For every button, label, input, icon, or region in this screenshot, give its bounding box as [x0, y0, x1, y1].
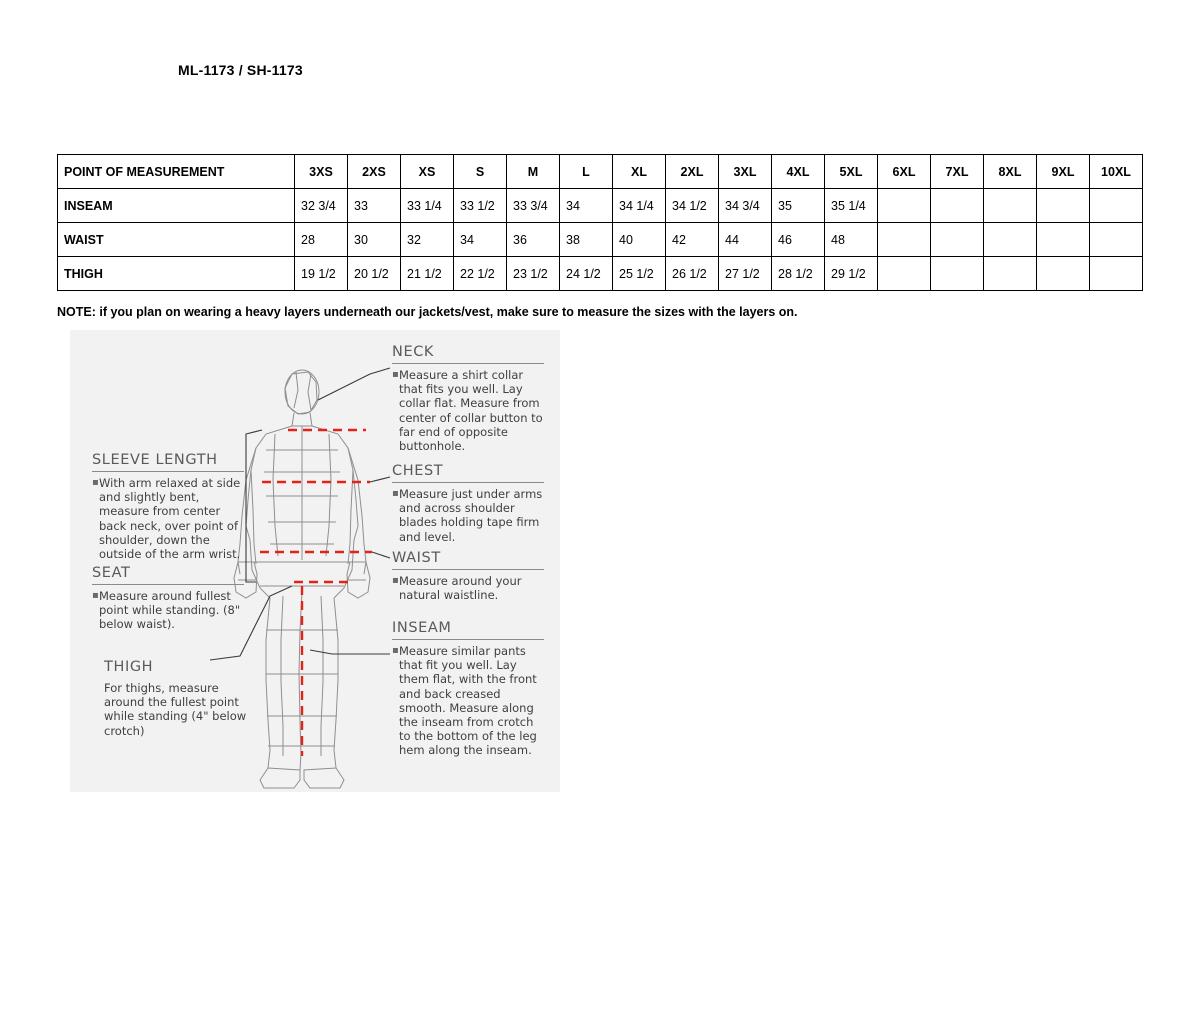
table-cell: 40: [613, 223, 666, 257]
table-cell: 30: [348, 223, 401, 257]
table-cell: [878, 223, 931, 257]
table-cell: 34: [560, 189, 613, 223]
table-header-size-10xl: 10XL: [1090, 155, 1143, 189]
table-cell: [1037, 189, 1090, 223]
table-header-point-of-measurement: POINT OF MEASUREMENT: [58, 155, 295, 189]
annotation-inseam-rule: [392, 639, 544, 640]
bullet-icon: ▪: [92, 477, 99, 488]
table-cell: 34 1/4: [613, 189, 666, 223]
table-header-size-2xl: 2XL: [666, 155, 719, 189]
table-cell: 25 1/2: [613, 257, 666, 291]
annotation-seat-rule: [92, 584, 244, 585]
table-cell: 32: [401, 223, 454, 257]
table-header-size-2xs: 2XS: [348, 155, 401, 189]
annotation-thigh-body: For thighs, measure around the fullest point while standing (4" below crotch): [104, 681, 247, 738]
table-cell: 34 3/4: [719, 189, 772, 223]
table-cell: 28 1/2: [772, 257, 825, 291]
table-cell: 35 1/4: [825, 189, 878, 223]
annotation-seat-title: SEAT: [92, 565, 131, 581]
bullet-icon: ▪: [92, 590, 99, 601]
table-cell: [984, 223, 1037, 257]
table-cell: 20 1/2: [348, 257, 401, 291]
table-cell: [931, 189, 984, 223]
table-cell: 21 1/2: [401, 257, 454, 291]
annotation-thigh-title: THIGH: [104, 659, 154, 675]
table-row: [58, 257, 1143, 291]
table-cell: 36: [507, 223, 560, 257]
table-cell: 26 1/2: [666, 257, 719, 291]
table-cell: [878, 189, 931, 223]
table-header-size-3xs: 3XS: [295, 155, 348, 189]
table-cell: 38: [560, 223, 613, 257]
annotation-waist: [392, 550, 544, 602]
table-header-size-s: S: [454, 155, 507, 189]
annotation-thigh: [104, 659, 256, 738]
annotation-sleeve-length-body-wrap: [92, 476, 244, 561]
leader-neck: [318, 368, 390, 400]
annotation-inseam-body: Measure similar pants that fit you well. Lay them flat, with the front and back creased smooth. Measure along the inseam from crotch to the bottom of the leg hem along the inseam.: [399, 644, 537, 758]
table-header-size-4xl: 4XL: [772, 155, 825, 189]
leader-waist: [372, 552, 390, 558]
annotation-sleeve-length-rule: [92, 471, 244, 472]
table-cell: 42: [666, 223, 719, 257]
annotation-sleeve-length-title: SLEEVE LENGTH: [92, 452, 218, 468]
table-header-size-3xl: 3XL: [719, 155, 772, 189]
table-header-row: [58, 155, 1143, 189]
annotation-neck-body: Measure a shirt collar that fits you well. Lay collar flat. Measure from center of collar button to far end of opposite buttonhole.: [399, 368, 543, 454]
table-cell: 23 1/2: [507, 257, 560, 291]
annotation-seat-body-wrap: [92, 589, 244, 632]
table-header-size-9xl: 9XL: [1037, 155, 1090, 189]
table-cell: 35: [772, 189, 825, 223]
table-cell: 27 1/2: [719, 257, 772, 291]
annotation-waist-title: WAIST: [392, 550, 441, 566]
table-cell: 28: [295, 223, 348, 257]
table-header-size-m: M: [507, 155, 560, 189]
table-row: [58, 223, 1143, 257]
bullet-icon: ▪: [392, 645, 399, 656]
annotation-neck: [392, 344, 544, 453]
leader-chest: [370, 477, 390, 482]
table-cell: 34: [454, 223, 507, 257]
table-cell: [984, 189, 1037, 223]
table-header-size-7xl: 7XL: [931, 155, 984, 189]
annotation-neck-rule: [392, 363, 544, 364]
table-header-size-xs: XS: [401, 155, 454, 189]
table-cell: 44: [719, 223, 772, 257]
table-cell: [1090, 223, 1143, 257]
annotation-chest-body-wrap: [392, 487, 544, 544]
annotation-waist-rule: [392, 569, 544, 570]
table-cell: 32 3/4: [295, 189, 348, 223]
table-cell: [878, 257, 931, 291]
size-chart-table: [57, 154, 1143, 291]
bullet-icon: ▪: [392, 575, 399, 586]
table-cell: 33: [348, 189, 401, 223]
annotation-chest-title: CHEST: [392, 463, 444, 479]
table-cell: 33 1/2: [454, 189, 507, 223]
table-header-size-6xl: 6XL: [878, 155, 931, 189]
annotation-neck-body-wrap: [392, 368, 544, 453]
table-cell: 24 1/2: [560, 257, 613, 291]
table-cell: 48: [825, 223, 878, 257]
bullet-icon: ▪: [392, 488, 399, 499]
table-cell: 22 1/2: [454, 257, 507, 291]
table-cell: [1090, 189, 1143, 223]
table-header-size-8xl: 8XL: [984, 155, 1037, 189]
annotation-sleeve-length-body: With arm relaxed at side and slightly bent, measure from center back neck, over point of shoulder, down the outside of the arm wrist.: [99, 476, 241, 562]
table-cell: [1090, 257, 1143, 291]
table-row: [58, 189, 1143, 223]
annotation-sleeve-length: [92, 452, 244, 561]
table-header-size-5xl: 5XL: [825, 155, 878, 189]
annotation-inseam-title: INSEAM: [392, 620, 452, 636]
row-label-inseam: INSEAM: [58, 189, 295, 223]
table-cell: [1037, 223, 1090, 257]
row-label-thigh: THIGH: [58, 257, 295, 291]
table-cell: 33 1/4: [401, 189, 454, 223]
bullet-icon: ▪: [392, 369, 399, 380]
table-cell: 33 3/4: [507, 189, 560, 223]
annotation-waist-body: Measure around your natural waistline.: [399, 574, 522, 603]
annotation-seat: [92, 565, 244, 632]
table-cell: 46: [772, 223, 825, 257]
annotation-waist-body-wrap: [392, 574, 544, 602]
table-cell: [931, 223, 984, 257]
table-cell: [931, 257, 984, 291]
annotation-inseam: [392, 620, 544, 758]
annotation-chest-body: Measure just under arms and across shoulder blades holding tape firm and level.: [399, 487, 543, 544]
table-header-size-xl: XL: [613, 155, 666, 189]
row-label-waist: WAIST: [58, 223, 295, 257]
size-chart-table-container: [57, 154, 1143, 291]
table-cell: 19 1/2: [295, 257, 348, 291]
annotation-chest: [392, 463, 544, 544]
table-cell: 29 1/2: [825, 257, 878, 291]
table-cell: [984, 257, 1037, 291]
page-title: ML-1173 / SH-1173: [178, 62, 303, 78]
measurement-note: NOTE: if you plan on wearing a heavy layers underneath our jackets/vest, make sure to measure the sizes with the layers on.: [57, 305, 798, 319]
leader-inseam: [310, 650, 390, 654]
annotation-seat-body: Measure around fullest point while standing. (8" below waist).: [99, 589, 241, 632]
annotation-chest-rule: [392, 482, 544, 483]
annotation-inseam-body-wrap: [392, 644, 544, 758]
annotation-neck-title: NECK: [392, 344, 435, 360]
table-header-size-l: L: [560, 155, 613, 189]
table-cell: 34 1/2: [666, 189, 719, 223]
table-cell: [1037, 257, 1090, 291]
